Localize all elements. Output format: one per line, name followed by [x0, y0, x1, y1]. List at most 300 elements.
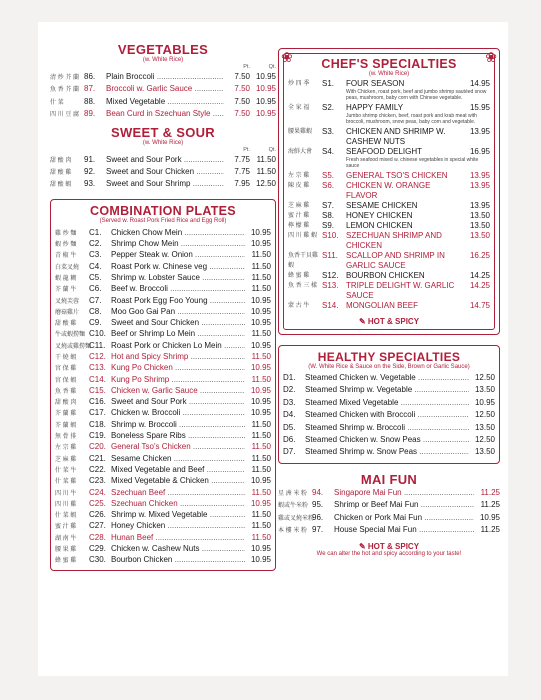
- item-code: 93.: [84, 179, 96, 189]
- item-name: LEMON CHICKEN: [346, 221, 413, 230]
- item-name: Honey Chicken .....: [111, 520, 245, 531]
- item-name: GENERAL TSO'S CHICKEN: [346, 171, 448, 180]
- item-code: 95.: [312, 500, 324, 510]
- item-name: SZECHUAN SHRIMP AND CHICKEN: [346, 231, 442, 250]
- price: 13.50: [474, 385, 495, 395]
- combination-row: [55, 340, 271, 351]
- item-code: S14.: [322, 301, 339, 310]
- item-name: Kung Po Chicken .....: [111, 362, 245, 373]
- price: 13.50: [474, 422, 495, 432]
- combination-sub: (Served w. Roast Pork Fried Rice and Egg Roll): [99, 217, 227, 224]
- item-name: SCALLOP AND SHRIMP IN GARLIC SAUCE: [346, 251, 445, 270]
- price: 11.50: [251, 272, 271, 282]
- combination-row: [55, 249, 271, 260]
- healthy-row: [283, 384, 495, 396]
- item-name: Shrimp or Beef Mai Fun .....: [334, 499, 474, 511]
- item-code: 87.: [84, 84, 96, 94]
- chinese-name: 魚香干貝雞蝦: [288, 253, 319, 269]
- price: 13.50: [474, 447, 495, 457]
- vegetable-row: [50, 71, 276, 83]
- item-code: S9.: [322, 221, 335, 230]
- maifun-row: [278, 499, 500, 511]
- price: 11.25: [480, 500, 500, 510]
- item-name: General Tso's Chicken .....: [111, 441, 245, 452]
- price: 10.95: [250, 239, 271, 249]
- price: 13.95: [469, 171, 490, 180]
- item-name: Chicken w. Broccoli .....: [111, 407, 245, 418]
- item-code: C1.: [89, 227, 102, 237]
- price: 15.95: [469, 103, 490, 112]
- item-code: C4.: [89, 261, 102, 271]
- price: 10.95: [250, 544, 271, 554]
- item-name: Sweet and Sour Chicken .....: [111, 317, 245, 328]
- item-name: Szechuan Beef .....: [111, 487, 245, 498]
- item-name: Roast Pork Egg Foo Young .....: [111, 295, 245, 306]
- item-code: D4.: [283, 410, 296, 420]
- chinese-name: 海鮮大會: [288, 149, 313, 155]
- chinese-name: 雞 炒 麵: [55, 230, 77, 237]
- combination-row: [55, 227, 271, 238]
- price: 10.95: [250, 555, 271, 565]
- item-code: S5.: [322, 171, 335, 180]
- price: 12.50: [474, 373, 495, 382]
- price: 13.95: [469, 181, 490, 190]
- combination-row: [55, 441, 271, 452]
- combination-row: [55, 487, 271, 498]
- price: 11.50: [251, 487, 271, 497]
- item-description: Fresh seafood mixed w. chinese vegetables in special white sauce: [346, 157, 479, 169]
- item-code: C24.: [89, 487, 106, 497]
- chef-hot-spicy: ✎ HOT & SPICY: [358, 317, 420, 326]
- chinese-name: 什 菜: [50, 99, 64, 106]
- chef-row: [288, 147, 490, 157]
- chef-sub: (w. White Rice): [368, 71, 410, 77]
- chef-row: [288, 271, 490, 281]
- item-code: C17.: [89, 408, 106, 418]
- maifun-hot-spicy: ✎ HOT & SPICY: [358, 542, 420, 552]
- chef-row: [288, 201, 490, 211]
- chef-row: [288, 103, 490, 113]
- combination-row: [55, 283, 271, 294]
- item-name: Mixed Vegetable & Chicken .....: [111, 475, 245, 486]
- chef-row: [288, 281, 490, 301]
- combination-row: [55, 328, 271, 339]
- price: 10.95: [479, 512, 500, 522]
- item-name: SEAFOOD DELIGHT: [346, 147, 423, 156]
- chinese-name: 白菜叉燒: [55, 264, 80, 271]
- item-code: D3.: [283, 397, 296, 407]
- item-name: Hunan Beef .....: [111, 532, 245, 543]
- item-code: S2.: [322, 103, 335, 112]
- item-name: Steamed Chicken with Broccoli .....: [305, 409, 469, 421]
- combination-row: [55, 396, 271, 407]
- price: 10.95: [474, 397, 495, 407]
- price: 11.50: [251, 532, 271, 542]
- item-code: S10.: [322, 231, 339, 240]
- combination-list: [55, 227, 271, 566]
- vegetables-size-header: Pt. Qt.: [243, 64, 276, 70]
- combination-row: [55, 374, 271, 385]
- vegetables-title: VEGETABLES: [117, 42, 209, 57]
- item-code: 88.: [84, 96, 96, 106]
- chinese-name: 芥 蘭 牛: [55, 287, 77, 294]
- chinese-name: 四 川 雞: [55, 501, 77, 508]
- price: 13.50: [469, 221, 490, 230]
- item-name: SESAME CHICKEN: [346, 201, 418, 210]
- price: 10.95: [250, 318, 271, 328]
- maifun-list: [278, 487, 500, 537]
- sweetsour-row: [50, 154, 276, 166]
- healthy-row: [283, 446, 495, 458]
- chinese-name: 檸 檬 雞: [288, 223, 310, 229]
- chinese-name: 蝦 炒 麵: [55, 242, 77, 249]
- combination-row: [55, 430, 271, 441]
- price: 11.50: [251, 261, 271, 271]
- item-name: FOUR SEASON: [346, 79, 405, 88]
- price: 10.95: [250, 498, 271, 508]
- item-name: Sweet and Sour Chicken .....: [106, 166, 224, 178]
- chinese-name: 蝦 龍 糊: [55, 275, 77, 282]
- item-name: MONGOLIAN BEEF: [346, 301, 419, 310]
- price: 13.95: [469, 127, 490, 136]
- chinese-name: 甜 酸 蝦: [50, 182, 72, 189]
- price: 10.95: [250, 227, 271, 237]
- chef-row: [288, 251, 490, 271]
- price-quart: 11.50: [256, 154, 276, 164]
- price: 10.95: [250, 397, 271, 407]
- chef-inner: [283, 53, 495, 330]
- chinese-name: 湖 南 牛: [55, 535, 77, 542]
- menu-page: [38, 22, 508, 676]
- item-code: C27.: [89, 521, 106, 531]
- sweetsour-size-header: Pt. Qt.: [243, 146, 276, 153]
- item-code: S3.: [322, 127, 335, 136]
- combination-row: [55, 261, 271, 272]
- item-name: Steamed Chicken w. Vegetable .....: [305, 372, 469, 384]
- price: 11.50: [251, 374, 271, 384]
- item-code: C11.: [89, 340, 106, 350]
- flourish-icon: ❀: [281, 49, 293, 65]
- chinese-name: 左 宗 雞: [55, 445, 77, 452]
- item-code: C28.: [89, 532, 106, 542]
- chef-row: [288, 79, 490, 89]
- combination-row: [55, 362, 271, 373]
- item-name: Sweet and Sour Shrimp .....: [106, 178, 224, 190]
- item-code: S13.: [322, 281, 339, 290]
- chinese-name: 左 宗 雞: [288, 173, 310, 179]
- item-name: Steamed Shrimp w. Vegetable .....: [305, 384, 469, 396]
- item-code: S11.: [322, 251, 338, 260]
- chinese-name: 四 川 雞 蝦: [288, 233, 318, 239]
- price-quart: 12.50: [255, 179, 276, 189]
- price: 10.95: [250, 385, 271, 395]
- price: 10.95: [250, 340, 271, 350]
- item-code: C12.: [89, 352, 106, 361]
- chinese-name: 干 燒 蝦: [55, 355, 77, 361]
- combination-row: [55, 407, 271, 418]
- chinese-name: 宮 保 雞: [55, 366, 77, 373]
- chinese-name: 甜 酸 雞: [55, 321, 77, 328]
- item-name: Hot and Spicy Shrimp .....: [111, 351, 245, 362]
- item-name: Beef or Shrimp Lo Mein .....: [111, 328, 245, 339]
- price-pint: 7.50: [234, 72, 250, 81]
- healthy-row: [283, 397, 495, 409]
- chinese-name: 什 菜 牛: [55, 467, 77, 474]
- price-pint: 7.50: [234, 96, 250, 106]
- item-description: With Chicken, roast pork, beef and jumbo shrimp sautéed snow peas, mushroom, baby corn with Chinese vegetable.: [346, 89, 487, 101]
- item-code: 96.: [312, 512, 324, 522]
- combination-row: [55, 543, 271, 554]
- chinese-name: 魚 香 芥 蘭: [50, 87, 80, 94]
- item-code: D7.: [283, 447, 296, 457]
- item-code: C2.: [89, 239, 102, 249]
- price: 11.50: [251, 329, 271, 339]
- price: 11.25: [480, 524, 500, 534]
- chef-row: [288, 181, 490, 201]
- vegetable-row: [50, 83, 276, 95]
- chef-title: CHEF'S SPECIALTIES: [321, 57, 457, 71]
- chinese-name: 蝦或牛米粉: [278, 503, 309, 510]
- chef-row: [288, 221, 490, 231]
- item-name: HAPPY FAMILY: [346, 103, 404, 112]
- chinese-name: 什 菜 蝦: [55, 513, 77, 520]
- chinese-name: 叉燒或雞撈麵: [55, 343, 92, 350]
- item-name: Mixed Vegetable .....: [106, 96, 224, 108]
- price-quart: 10.95: [255, 109, 276, 119]
- chef-row: [288, 231, 490, 251]
- item-code: S12.: [322, 271, 339, 280]
- item-name: TRIPLE DELIGHT W. GARLIC SAUCE: [346, 281, 455, 300]
- combination-row: [55, 532, 271, 543]
- chinese-name: 雞或叉燒米粉: [278, 515, 315, 522]
- item-name: Roast Pork w. Chinese veg .....: [111, 261, 245, 272]
- item-code: C6.: [89, 284, 102, 294]
- combination-row: [55, 295, 271, 306]
- item-code: C18.: [89, 419, 106, 429]
- maifun-row: [278, 487, 500, 499]
- item-name: Chicken or Pork Mai Fun .....: [334, 512, 474, 524]
- combination-box: [50, 199, 276, 571]
- chinese-name: 青 椒 牛: [55, 253, 77, 260]
- item-code: C21.: [89, 453, 106, 463]
- chef-row: [288, 171, 490, 181]
- price: 10.95: [250, 476, 271, 486]
- chinese-name: 芝 麻 雞: [288, 203, 310, 209]
- price: 14.95: [469, 79, 490, 88]
- combination-row: [55, 317, 271, 328]
- item-name: Beef w. Broccoli .....: [111, 283, 245, 294]
- price: 11.25: [480, 487, 500, 497]
- price-pint: 7.75: [234, 166, 250, 176]
- item-code: C3.: [89, 250, 102, 260]
- pepper-icon: ✎: [358, 317, 366, 326]
- chinese-name: 炒 四 季: [288, 81, 310, 87]
- sweetsour-sub: (w. White Rice): [142, 139, 184, 146]
- chinese-name: 蜂 蜜 雞: [288, 273, 310, 279]
- item-name: Chicken Chow Mein .....: [111, 227, 245, 238]
- price-quart: 10.95: [255, 84, 276, 94]
- chinese-name: 魚 香 三 樣: [288, 283, 318, 289]
- item-name: Bourbon Chicken .....: [111, 554, 245, 565]
- item-code: C13.: [89, 363, 106, 373]
- chinese-name: 蘑菇雞片: [55, 309, 80, 316]
- price: 16.95: [469, 147, 490, 156]
- item-name: Moo Goo Gai Pan .....: [111, 306, 245, 317]
- item-name: Sesame Chicken .....: [111, 453, 245, 464]
- price: 12.50: [474, 434, 495, 444]
- chinese-name: 全 家 福: [288, 105, 310, 111]
- price-quart: 10.95: [255, 96, 276, 106]
- item-name: Singapore Mai Fun .....: [334, 487, 474, 499]
- maifun-title: MAI FUN: [360, 471, 418, 487]
- price: 10.95: [250, 295, 271, 305]
- item-name: Szechuan Chicken .....: [111, 498, 245, 509]
- chinese-name: 四 川 豆 腐: [50, 112, 80, 119]
- item-code: 94.: [312, 487, 324, 497]
- combination-row: [55, 520, 271, 531]
- chinese-name: 什 菜 雞: [55, 479, 77, 486]
- item-name: Bean Curd in Szechuan Style .....: [106, 108, 224, 120]
- item-code: 92.: [84, 166, 96, 176]
- left-column: [50, 30, 276, 571]
- item-code: D1.: [283, 373, 296, 382]
- price: 11.50: [251, 250, 271, 260]
- item-name: Shrimp Chow Mein .....: [111, 238, 245, 249]
- price: 11.50: [251, 521, 271, 531]
- chinese-name: 星 洲 米 粉: [278, 490, 308, 497]
- item-name: CHICKEN W. ORANGE FLAVOR: [346, 181, 431, 200]
- chinese-name: 腰 果 雞: [55, 547, 77, 554]
- vegetables-list: [50, 71, 276, 121]
- chinese-name: 叉燒芙蓉: [55, 298, 80, 305]
- item-code: C19.: [89, 431, 106, 441]
- vegetables-sub: (w. White Rice): [142, 57, 184, 63]
- chinese-name: 甜 酸 肉: [50, 157, 72, 164]
- item-code: D5.: [283, 422, 296, 432]
- chinese-name: 芥 蘭 蝦: [55, 422, 77, 429]
- item-description: Jumbo shrimp chicken, beef, roast pork and krab meat with broccoli, mushroom, snow peas, baby corn and vegetable.: [346, 113, 477, 125]
- chinese-name: 蜂 蜜 雞: [55, 558, 77, 565]
- item-name: Boneless Spare Ribs .....: [111, 430, 245, 441]
- combination-row: [55, 554, 271, 565]
- price: 10.95: [250, 363, 271, 373]
- combination-row: [55, 272, 271, 283]
- chinese-name: 蒙 古 牛: [288, 303, 310, 309]
- price: 12.50: [474, 410, 495, 420]
- chinese-name: 魚 香 雞: [55, 388, 77, 395]
- sweetsour-row: [50, 178, 276, 190]
- price-pint: 7.50: [234, 109, 250, 119]
- item-name: Steamed Shrimp w. Broccoli .....: [305, 422, 469, 434]
- chinese-name: 芥 蘭 雞: [55, 411, 77, 418]
- chinese-name: 牛或蝦撈麵: [55, 332, 86, 339]
- item-code: C14.: [89, 374, 106, 384]
- healthy-title: HEALTHY SPECIALTIES: [317, 350, 461, 364]
- item-name: Plain Broccoli .....: [106, 71, 224, 83]
- item-code: S1.: [322, 79, 335, 88]
- chinese-name: 無 骨 排: [55, 434, 77, 441]
- price: 11.50: [251, 431, 271, 441]
- item-name: Pepper Steak w. Onion .....: [111, 249, 245, 260]
- item-name: Shrimp w. Mixed Vegetable .....: [111, 509, 245, 520]
- chinese-name: 蜜 汁 雞: [55, 524, 77, 531]
- right-column: [278, 30, 500, 557]
- price: 13.95: [469, 201, 490, 210]
- item-name: BOURBON CHICKEN: [346, 271, 425, 280]
- item-name: Mixed Vegetable and Beef .....: [111, 464, 245, 475]
- price: 13.50: [469, 231, 490, 240]
- price: 14.75: [469, 301, 490, 310]
- combination-row: [55, 351, 271, 362]
- sweetsour-title: SWEET & SOUR: [111, 124, 215, 140]
- healthy-row: [283, 434, 495, 446]
- item-code: D2.: [283, 385, 296, 395]
- item-name: Steamed Chicken w. Snow Peas .....: [305, 434, 469, 446]
- item-code: C5.: [89, 272, 102, 282]
- item-code: D6.: [283, 434, 296, 444]
- price: 11.50: [251, 284, 271, 294]
- item-code: 91.: [84, 154, 96, 164]
- price: 10.95: [250, 306, 271, 316]
- item-name: Sweet and Sour Pork .....: [111, 396, 245, 407]
- chinese-name: 甜 酸 肉: [55, 400, 77, 407]
- item-name: Broccoli w. Garlic Sauce .....: [106, 83, 224, 95]
- item-name: Chicken w. Cashew Nuts .....: [111, 543, 245, 554]
- item-code: C16.: [89, 397, 106, 407]
- item-name: Steamed Mixed Vegetable .....: [305, 397, 469, 409]
- chef-row: [288, 211, 490, 221]
- price: 13.50: [469, 211, 490, 220]
- item-code: C22.: [89, 464, 106, 474]
- chef-box: [278, 48, 500, 335]
- item-code: C15.: [89, 385, 106, 395]
- item-name: Roast Pork or Chicken Lo Mein .....: [111, 340, 245, 351]
- price: 14.25: [469, 271, 490, 280]
- item-code: 97.: [312, 524, 324, 534]
- item-code: C26.: [89, 510, 106, 520]
- chinese-name: 清 炒 芥 蘭: [50, 75, 80, 81]
- healthy-box: [278, 345, 500, 464]
- combination-row: [55, 509, 271, 520]
- sweetsour-list: [50, 154, 276, 191]
- chinese-name: 芝 麻 雞: [55, 456, 77, 463]
- vegetable-row: [50, 108, 276, 120]
- combination-row: [55, 475, 271, 486]
- maifun-row: [278, 524, 500, 536]
- price: 11.50: [251, 453, 271, 463]
- price-pint: 7.75: [234, 154, 250, 164]
- healthy-list: [283, 372, 495, 459]
- item-code: S7.: [322, 201, 335, 210]
- price: 11.50: [251, 464, 271, 474]
- item-name: Kung Po Shrimp .....: [111, 374, 245, 385]
- item-name: Sweet and Sour Pork .....: [106, 154, 224, 166]
- item-code: C30.: [89, 555, 106, 565]
- price: 11.50: [251, 442, 271, 452]
- healthy-row: [283, 409, 495, 421]
- item-name: Shrimp w. Broccoli .....: [111, 419, 245, 430]
- price: 11.50: [251, 352, 271, 361]
- pepper-icon: ✎: [358, 542, 366, 552]
- chinese-name: 蜜 汁 雞: [288, 213, 310, 219]
- item-code: C20.: [89, 442, 106, 452]
- combination-row: [55, 306, 271, 317]
- combination-row: [55, 419, 271, 430]
- price: 11.50: [251, 419, 271, 429]
- chinese-name: 本 樓 米 粉: [278, 527, 308, 534]
- chinese-name: 宮 保 蝦: [55, 377, 77, 384]
- item-code: S6.: [322, 181, 335, 190]
